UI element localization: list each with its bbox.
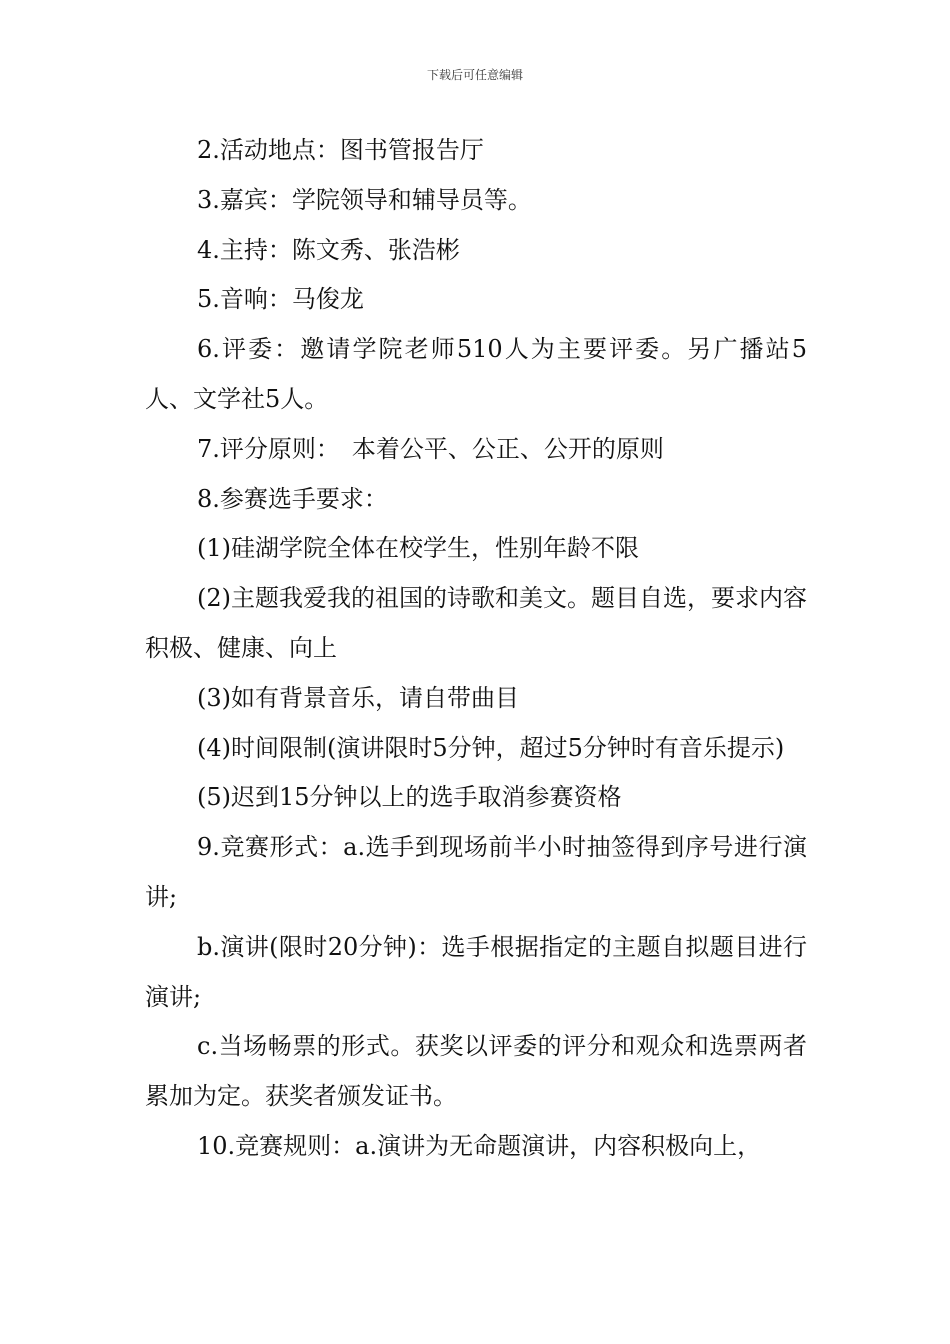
paragraph-contestant-requirements: 8.参赛选手要求： xyxy=(197,484,388,513)
paragraph-judges: 6.评委：邀请学院老师510人为主要评委。另广播站5人、文学社5人。 xyxy=(145,335,807,413)
paragraph-requirement-3: (3)如有背景音乐，请自带曲目 xyxy=(197,683,519,712)
paragraph-hosts: 4.主持：陈文秀、张浩彬 xyxy=(197,235,460,264)
paragraph-competition-rules: 10.竞赛规则：a.演讲为无命题演讲，内容积极向上， xyxy=(197,1131,762,1160)
paragraph-requirement-4: (4)时间限制(演讲限时5分钟，超过5分钟时有音乐提示) xyxy=(197,733,785,762)
paragraph-guests: 3.嘉宾：学院领导和辅导员等。 xyxy=(197,185,532,214)
paragraph-competition-format-c: c.当场畅票的形式。获奖以评委的评分和观众和选票两者累加为定。获奖者颁发证书。 xyxy=(145,1032,807,1111)
paragraph-competition-format-a: 9.竞赛形式：a.选手到现场前半小时抽签得到序号进行演讲; xyxy=(145,833,807,911)
paragraph-scoring-principle: 7.评分原则： 本着公平、公正、公开的原则 xyxy=(197,434,664,463)
paragraph-venue: 2.活动地点：图书管报告厅 xyxy=(197,136,484,164)
paragraph-requirement-1: (1)硅湖学院全体在校学生，性别年龄不限 xyxy=(197,534,639,563)
document-body xyxy=(145,126,807,1172)
paragraph-requirement-2: (2)主题我爱我的祖国的诗歌和美文。题目自选，要求内容积极、健康、向上 xyxy=(145,584,807,662)
paragraph-sound: 5.音响：马俊龙 xyxy=(197,285,364,314)
paragraph-competition-format-b: b.演讲(限时20分钟)：选手根据指定的主题自拟题目进行演讲; xyxy=(145,932,807,1011)
paragraph-requirement-5: (5)迟到15分钟以上的选手取消参赛资格 xyxy=(197,783,622,812)
page-header: 下载后可任意编辑 xyxy=(426,68,523,82)
